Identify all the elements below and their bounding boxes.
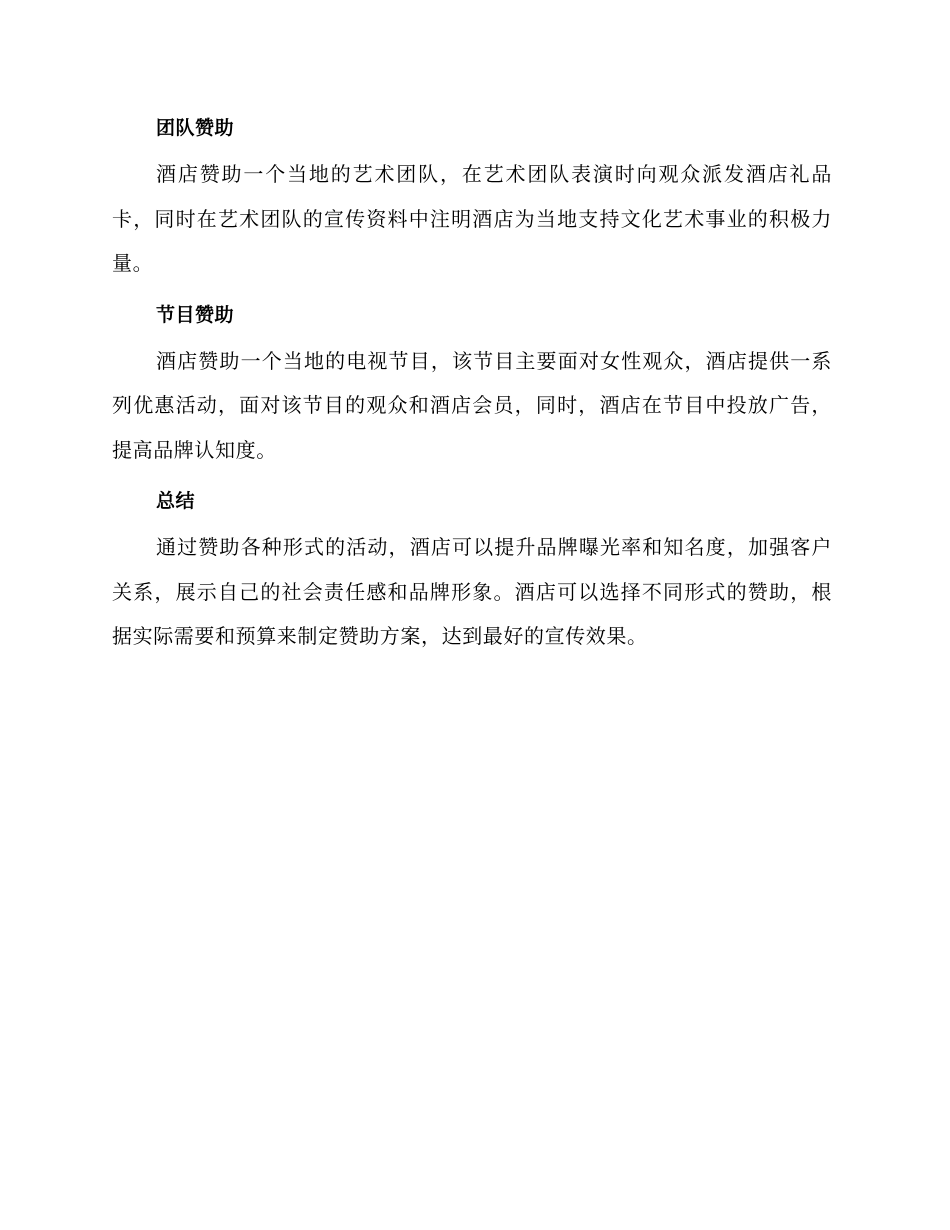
section-heading: 总结 [156,490,196,512]
section-team-sponsorship [112,106,832,286]
section-heading: 节目赞助 [156,303,235,326]
section-paragraph: 酒店赞助一个当地的艺术团队，在艺术团队表演时向观众派发酒店礼品卡，同时在艺术团队的宣传资料中注明酒店为当地支持文化艺术事业的积极力量。 [112,162,832,275]
section-paragraph: 酒店赞助一个当地的电视节目，该节目主要面对女性观众，酒店提供一系列优惠活动，面对该节目的观众和酒店会员，同时，酒店在节目中投放广告，提高品牌认知度。 [112,348,832,462]
section-heading: 团队赞助 [156,117,235,139]
section-summary [112,479,832,659]
document-page [112,106,832,666]
section-paragraph: 通过赞助各种形式的活动，酒店可以提升品牌曝光率和知名度，加强客户关系，展示自己的社会责任感和品牌形象。酒店可以选择不同形式的赞助，根据实际需要和预算来制定赞助方案，达到最好的宣传效果。 [112,535,832,648]
section-program-sponsorship [112,293,832,473]
